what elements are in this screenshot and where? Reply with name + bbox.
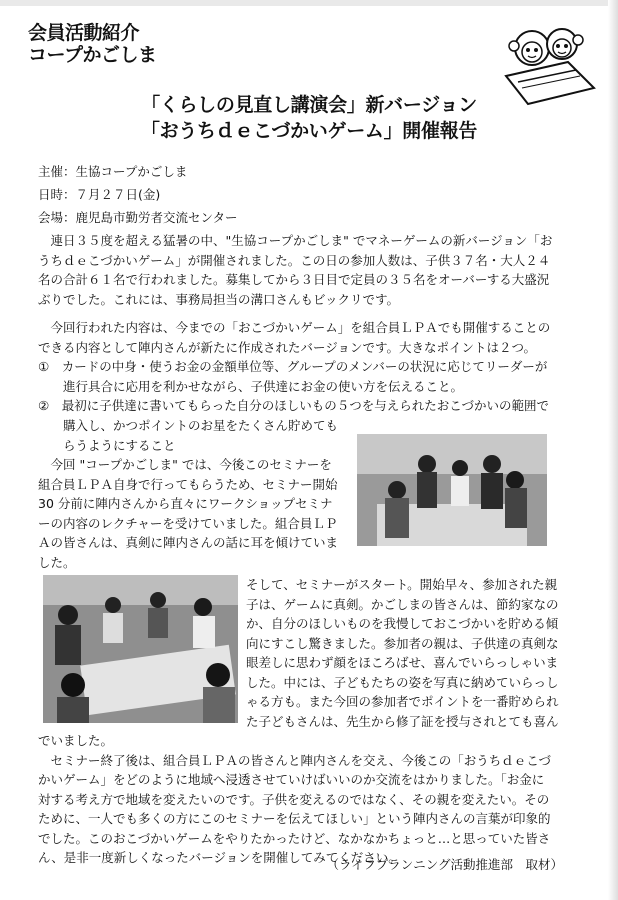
venue: 会場：鹿児島市勤労者交流センター bbox=[38, 210, 238, 225]
organizer: 主催：生協コープかごしま bbox=[38, 164, 188, 179]
text-line: でした。このおこづかいゲームをやりたかったけど、なかなかちょっと…と思っていた皆さ bbox=[38, 830, 551, 846]
text-line: できる内容として陣内さんが新たに作成されたバージョンです。大きなポイントは２つ。 bbox=[38, 339, 537, 355]
headline-line: 「くらしの見直し講演会」新バージョン bbox=[141, 94, 477, 116]
text-line: ① カードの中身・使うお金の金額単位等、グループのメンバーの状況に応じてリーダーが bbox=[38, 359, 548, 374]
paragraph-lecture bbox=[38, 416, 338, 572]
text-line: 連日３５度を超える猛暑の中、"生協コープかごしま" でマネーゲームの新バージョン「お bbox=[38, 233, 553, 248]
text-line: 眼差しに思わず顔をほころばせ、喜んでいらっしゃいま bbox=[246, 655, 559, 670]
section-label bbox=[28, 22, 157, 66]
text-line: した。中には、子どもたちの姿を写真に納めていらっし bbox=[246, 674, 559, 690]
scan-edge bbox=[0, 0, 618, 6]
text-line: 組合員ＬＰＡ自身で行ってもらうため、セミナー開始 bbox=[38, 476, 338, 492]
text-line: 30 分前に陣内さんから直々にワークショップセミナ bbox=[38, 496, 333, 511]
text-line: Ａの皆さんは、真剣に陣内さんの話に耳を傾けていま bbox=[38, 535, 339, 550]
text-line: うちｄｅこづかいゲーム」が開催されました。この日の参加人数は、子供３７名・大人２４ bbox=[38, 252, 551, 268]
text-line: 向にすこし驚きました。参加者の親は、子供達の真剣な bbox=[246, 635, 559, 651]
text-line: 子は、ゲームに真剣。かごしまの皆さんは、節約家なの bbox=[246, 596, 559, 612]
paragraph-intro bbox=[38, 231, 552, 309]
text-line: 購入し、かつポイントのお星をたくさん貯めても bbox=[38, 418, 339, 433]
text-line: かいゲーム」をどのように地域へ浸透させていけばいいのか交流をはかりました。「お金に bbox=[38, 772, 545, 787]
text-line: ぶりでした。これには、事務局担当の溝口さんもビックリです。 bbox=[38, 291, 400, 307]
text-line: 対する考え方で地域を変えたいのです。子供を変えるのではなく、その親を変えたい。その bbox=[38, 791, 550, 807]
photo-lecture-adults bbox=[357, 434, 547, 546]
text-line: ん、是非一度新しくなったバージョンを開催してみてください。 bbox=[38, 850, 401, 865]
text-line: ために、一人でも多くの方にこのセミナーを伝えてほしい」という陣内さんの言葉が印象的 bbox=[38, 811, 551, 826]
text-line: 今回 "コープかごしま" では、今後このセミナーを bbox=[38, 457, 332, 472]
text-line: 今回行われた内容は、今までの「おこづかいゲーム」を組合員ＬＰＡでも開催することの bbox=[38, 320, 551, 335]
text-line: ーの内容のレクチャーを受けていました。組合員ＬＰ bbox=[38, 515, 338, 531]
text-line: 進行具合に応用を利かせながら、子供達にお金の使い方を伝えること。 bbox=[38, 378, 464, 394]
text-line: でいました。 bbox=[38, 733, 114, 748]
section-label-line: コープかごしま bbox=[28, 44, 157, 66]
event-date: 日時：７月２７日(金) bbox=[38, 187, 161, 202]
event-details bbox=[38, 160, 238, 229]
text-line: か、自分のほしいものを我慢しておこづかいを貯める傾 bbox=[246, 616, 559, 631]
text-line: 名の合計６１名で行われました。募集してから３日目で定員の３５名をオーバーする大盛況 bbox=[38, 272, 550, 287]
text-line: ② 最初に子供達に書いてもらった自分のほしいもの５つを与えられたおこづかいの範囲で bbox=[38, 398, 549, 413]
text-line: らうようにすること bbox=[38, 437, 176, 453]
text-line: そして、セミナーがスタート。開始早々、参加された親 bbox=[246, 577, 558, 592]
section-label-line: 会員活動紹介 bbox=[28, 22, 140, 44]
photo-seminar-children bbox=[43, 575, 238, 723]
paragraph-seminar bbox=[246, 575, 559, 731]
paragraph-content bbox=[38, 318, 550, 416]
article-headline bbox=[0, 92, 618, 144]
paragraph-closing bbox=[38, 731, 551, 868]
headline-line: 「おうちｄｅこづかいゲーム」開催報告 bbox=[140, 120, 478, 142]
text-line: た子どもさんは、先生から修了証を授与されとても喜ん bbox=[246, 713, 559, 729]
byline-credit: （ライフプランニング活動推進部 取材） bbox=[326, 857, 563, 872]
text-line: セミナー終了後は、組合員ＬＰＡの皆さんと陣内さんを交え、今後この「おうちｄｅこづ bbox=[38, 752, 552, 768]
text-line: した。 bbox=[38, 554, 76, 570]
text-line: ゃる方も。また今回の参加者でポイントを一番貯められ bbox=[246, 694, 559, 709]
